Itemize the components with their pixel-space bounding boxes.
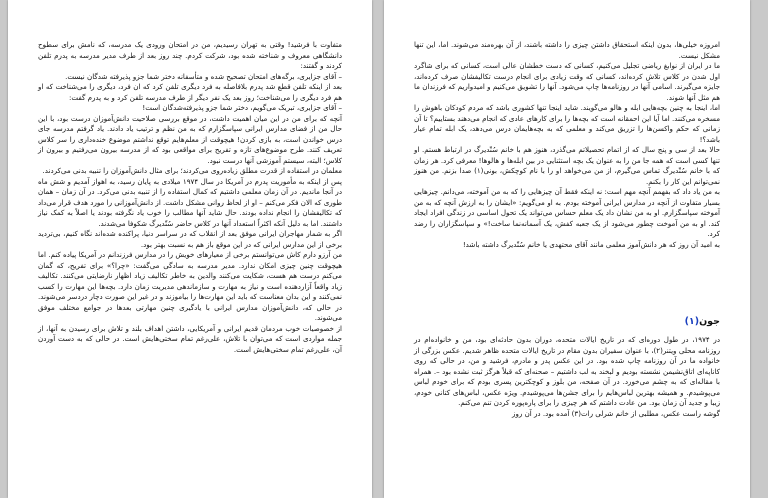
paragraph: در ۱۹۷۴، در طول دوره‌ای که در تاریخ ایالات متحده، دوران بدون حادثه‌ای بود، من و خانواده‌ام در روزنامه محلی ویتنر(۲)، با عنوان سفیران بدون مقام در تاریخ ایالات متحده ظاهر شدیم. عکس بزرگی از خانواده ما در آن روزنامه چاپ شده بود. در این عکس پدر و مادرم، فرشید و من، در حالی که روی کاناپه‌ای اتاق‌نشیمن نشسته بودیم و لبخند به لب داشتیم – صحنه‌ای که قبلاً هرگز ثبت نشده بود –. همراه با مقاله‌ای که به چشم می‌خورد. در آن صفحه، من بلوز و کوچکترین پسری بودم که برای خودم لباس می‌پوشیدم. و همیشه بهترین لباس‌هایم را برای جشن‌ها می‌پوشیدم. ویژه عکس، لباس‌های کتانی خودم، زیبا و جدید آن زمان بود. من عادت داشتم که هر چیزی را برای پاره‌پوره کردن تنم می‌کنم. xyxy=(414,335,720,407)
heading-footnote-ref[interactable]: (۱) xyxy=(684,316,700,327)
paragraph: امروزه خیلی‌ها، بدون اینکه استحقاق داشتن چیزی را داشته باشند، از آن بهره‌مند می‌شوند. اما، این تنها مشکل نیست. xyxy=(414,40,720,60)
page-left xyxy=(8,0,372,498)
paragraph: اگر به شمار مهاجران ایرانی موفق بعد از انقلاب که در سراسر دنیا، پراکنده شده‌اند نگاه کنیم، بی‌تردید برخی از این مدارس ایرانی که در این موقع باز هم به نسبت بهتر بود. xyxy=(38,229,342,249)
paragraph: پس از اینکه به مأموریت پدرم در آمریکا در سال ۱۹۷۴ میلادی به پایان رسید، به اهواز آمدیم و شش ماه در آنجا ماندیم. در آن زمان معلمی داشتیم که کمال استفاده را از تنبیه بدنی می‌کرد. در آن زمان – همان طوری که الان فکر می‌کنم – او از لحاظ روانی مشکل داشت. از دانش‌آموزانی را مورد هدف قرار می‌داد که تکالیفشان را انجام نداده بودند. حال شاید آنها مطالب را خوب یاد نگرفته بودند یا اصلاً به کمک نیاز داشتند. اما به دلیل آنکه اکثراً استعداد آنها در کلاس حاضر سُتّدیرگ شکوفا می‌شدند. xyxy=(38,176,342,228)
paragraph: آنچه که برای من در این میان اهمیت داشت، در موقع بررسی صلاحیت دانش‌آموزان درست بود، با این حال من از فضای مدارس ایرانی سپاسگزارم که به من نظم و ترتیب یاد دادند. یاد گرفتم مدرسه جای درس خواندن است، به بازی کردن! هیچوقت از معلم‌هایم توقع نداشتم موضوع خنده‌داری را سر کلاس تعریف کنند. طرح موضوع‌های تازه و تفریح برای مواقعی بود که از مدرسه بیرون می‌رفتیم و بیرون از کلاس؛ البته، سیستم آموزشی آنها درست نبود. xyxy=(38,113,342,165)
paragraph: حالا بعد از سی و پنج سال که از اتمام تحصیلاتم می‌گذرد، هنوز هم با خانم سُتّدیرگ در ارتباط هستم. او تنها کسی است که همه جا من را به عنوان یک بچه استثنایی در بین ابله‌ها و هالوها! معرفی کرد. هر زمان که با خانم سُتّدیرگ تماس می‌گیرم، از من می‌خواهد او را با نام کوچکش، بونی(۱) صدا بزنم. من هنوز نمی‌توانم این کار را بکنم. xyxy=(414,145,720,186)
page-right xyxy=(384,0,750,498)
heading-text: جون xyxy=(699,316,720,327)
right-page-text-bottom xyxy=(414,335,720,419)
paragraph: متفاوت با فرشید! وقتی به تهران رسیدیم، من در امتحان ورودی یک مدرسه، که نامش برای سطوح دانشگاهی معروف و شناخته شده بود، شرکت کردم. چند روز بعد از طرف مدیر مدرسه به پدرم تلفن کردند و گفتند: xyxy=(38,40,342,70)
paragraph: – آقای جزایری، برگه‌های امتحان تصحیح شده و متأسفانه دختر شما جزو پذیرفته شدگان نیست. xyxy=(65,71,342,81)
paragraph: به امید آن روز که هر دانش‌آموز معلمی مانند آقای محتهدی یا خانم سُتّدیرگ داشته باشد! xyxy=(462,239,720,249)
paragraph: – آقای جزایری، تبریک می‌گویم، دختر شما جزو پذیرفته‌شدگان است! xyxy=(142,103,342,112)
paragraph: معلمان در استفاده از قدرت مطلق زیاده‌روی می‌کردند؛ برای مثال دانش‌آموزان را تنبیه بدنی می‌کردند. xyxy=(42,166,342,175)
paragraph: به من یاد داد که بفهمم آنچه مهم است: نه اینکه فقط آن چیزهایی را که به من آموخته، می‌دانم. چیزهایی بسیار متفاوت از آنچه در مدارس ایرانی آموخته بودم. به او می‌گویم: «ایشان را به ارزش آنچه که به من آموخته سپاسگزارم. او به من نشان داد یک معلم حساس می‌تواند یک تحول اساسی در زندگی افراد ایجاد کند. او به من آموخت چطور می‌شود از یک جعبه کفش، یک آسمانه‌نما ساخت!» و سپاسگزاران را رضد کرد. xyxy=(414,187,720,238)
paragraph: بعد از اینکه تلفن قطع شد پدرم بلافاصله به فرد دیگری تلفن کرد که ان فرد، دیگری را می‌شناخت که او هم فرد دیگری را می‌شناخت؛ روز بعد یک نفر دیگر از طرف مدرسه تلفن کرد و به پدرم گفت: xyxy=(38,82,342,102)
paragraph: از خصوصیات خوب مردمان قدیم ایرانی و آمریکایی، داشتن اهداف بلند و تلاش برای رسیدن به آنها، از جمله مواردی است که می‌توان با تلاش، علی‌رغم تمام سختی‌هایش است. در حالی که به دست آوردن آن، علی‌رغم تمام سختی‌هایش است. xyxy=(38,323,342,354)
paragraph: ما در ایران از نوابغ ریاضی تجلیل می‌کنیم، کسانی که دست خطشان عالی است، کسانی که برای شاگرد اول شدن در کلاس تلاش کرده‌اند، کسانی که وقت زیادی برای انجام درست تکالیفشان صرف کرده‌اند، جایزه می‌گیرند. اسامی آنها در روزنامه‌ها چاپ می‌شود. آنها را تشویق می‌کنیم و امیدواریم که فرزندان ما هم مثل آنها شوند. xyxy=(414,61,720,102)
right-page-text-top xyxy=(414,40,720,250)
paragraph: اما، اینجا به چنین بچه‌هایی ابله و هالو می‌گویند. شاید اینجا تنها کشوری باشد که مردم کودکان باهوش را مسخره می‌کنند. اما آیا این احمقانه است که بچه‌ها را برای کارهای عادی که انجام می‌دهند بستاییم؟ تا آن زمانی که حکم واکسن‌ها را تزریق می‌کند و معلمی که به بچه‌هایمان درس می‌دهد، یک ابله تمام عیار باشد؟! xyxy=(414,103,720,144)
paragraph: من آرزو دارم کاش می‌توانستم برخی از معیارهای خویش را در مدارس فرزندانم در آمریکا پیاده کنم. اما هیچوقت چنین چیزی امکان ندارد. مدیر مدرسه به سادگی می‌گفت: «چرا؟» برای تفریح، که گمان می‌کنم درست هم هست، شکایت می‌کنند والدین به خاطر تکالیف زیاد اظهار نارضایتی می‌کنند. تکالیف زیاد واقعاً آزاردهنده است و نیاز به مهارت و سازماندهی مدیریت زمان دارد. بچه‌ها این مهارت را کسب نمی‌کنند و این بدان معناست که باید این مهارت‌ها را بیاموزند و در غیر این صورت دچار دردسر می‌شوند. در حالی که، دانش‌آموزان مدارس ایرانی با یادگیری چنین مهارتی بعدها در جوامع مختلف موفق می‌شوند. xyxy=(38,250,342,322)
paragraph: گوشه راست عکس، مطلبی از خانم شرلی رات(۳) آمده بود. در آن روز xyxy=(512,408,720,418)
left-page-text xyxy=(38,40,342,355)
section-heading xyxy=(685,316,720,327)
